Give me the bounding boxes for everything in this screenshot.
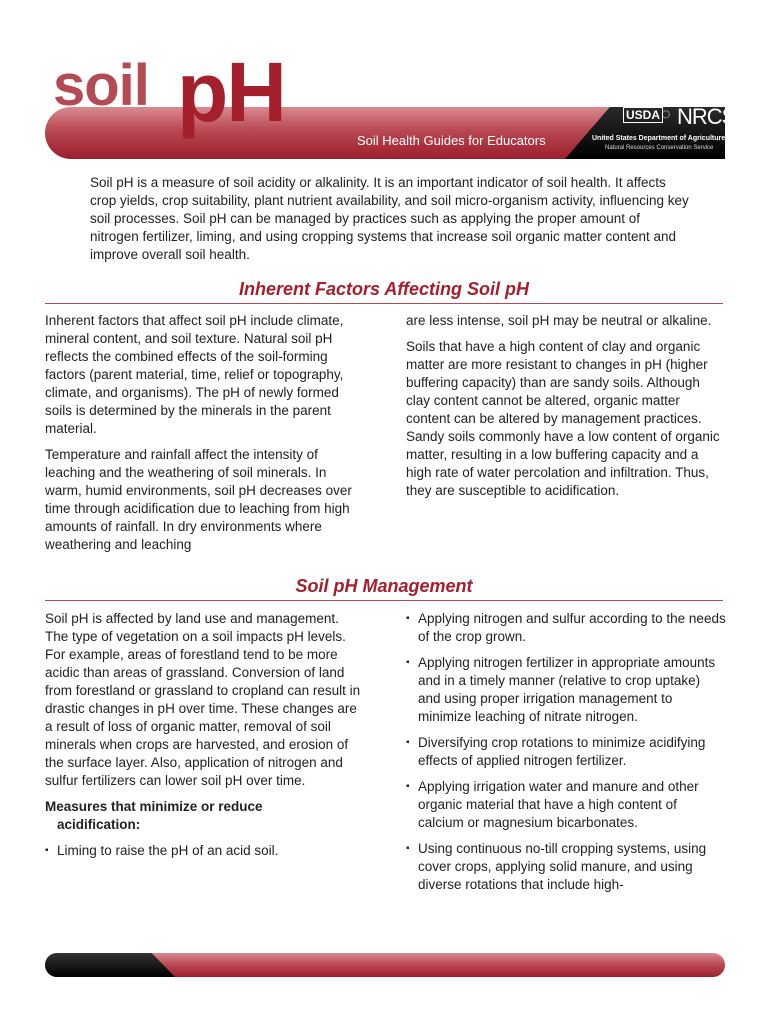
section-heading-inherent: Inherent Factors Affecting Soil pH [238, 279, 530, 299]
section-rule-management [45, 600, 723, 601]
section-heading-management: Soil pH Management [295, 576, 473, 596]
inherent-right-column [406, 312, 726, 508]
list-item: ▪ Applying irrigation water and manure and other organic material that have a high content of calcium or magnesium bicarbonates. [406, 778, 726, 832]
paragraph: Soils that have a high content of clay and organic matter are more resistant to changes in pH (higher buffering capacity) than are sandy soils. Although clay content cannot be altered, organic matter content can be altered by management practices. Sandy soils commonly have a low content of organic matter, resulting in a low buffering capacity and a high rate of water percolation and infiltration. Thus, they are susceptible to acidification. [406, 339, 720, 498]
measures-heading-line1: Measures that minimize or reduce [45, 799, 263, 814]
measures-heading-line2: acidification: [57, 817, 141, 832]
paragraph: Inherent factors that affect soil pH include climate, mineral content, and soil texture. Natural soil pH reflects the combined effects of the soil-forming factors (parent material, time, relief or topography, climate, and organisms). The pH of newly formed soils is determined by the minerals in the parent material. [45, 313, 344, 436]
nrcs-swoosh-icon: ◌ [661, 106, 671, 123]
paragraph: Temperature and rainfall affect the intensity of leaching and the weathering of soil minerals. In warm, humid environments, soil pH decreases over time through acidification due to leaching from high amounts of rainfall. In dry environments where weathering and leaching [45, 447, 352, 552]
measures-list-right [406, 610, 726, 894]
measures-list-left [45, 842, 363, 860]
measures-heading [45, 798, 363, 834]
section-rule-inherent [45, 303, 723, 304]
nrcs-logo: NRCS [677, 104, 736, 129]
list-item: ▪ Using continuous no-till cropping systems, using cover crops, applying solid manure, and using diverse rotations that include high- [406, 840, 726, 894]
header-subtitle: Soil Health Guides for Educators [357, 133, 546, 148]
usda-logo: USDA [623, 107, 663, 123]
list-item: ▪ Liming to raise the pH of an acid soil. [45, 842, 363, 860]
paragraph: Soil pH is affected by land use and management. The type of vegetation on a soil impacts pH levels. For example, areas of forestland tend to be more acidic than areas of grassland. Conversion of land from forestland or grassland to cropland can result in drastic changes in pH over time. These changes are a result of loss of organic matter, removal of soil minerals when crops are harvested, and erosion of the surface layer. Also, application of nitrogen and sulfur fertilizers can lower soil pH over time. [45, 611, 361, 788]
agency-service: Natural Resources Conservation Service [605, 145, 714, 151]
title-soil: soil [53, 53, 149, 118]
list-item: ▪ Applying nitrogen and sulfur according to the needs of the crop grown. [406, 610, 726, 646]
list-item: ▪ Applying nitrogen fertilizer in appropriate amounts and in a timely manner (relative to crop uptake) and using proper irrigation management to minimize leaching of nitrate nitrogen. [406, 654, 726, 726]
paragraph: are less intense, soil pH may be neutral or alkaline. [406, 313, 712, 328]
title-ph: pH [177, 45, 285, 139]
list-item: ▪ Diversifying crop rotations to minimize acidifying effects of applied nitrogen fertilizer. [406, 734, 726, 770]
management-left-column [45, 610, 363, 868]
agency-name: United States Department of Agriculture [592, 135, 726, 142]
header [45, 45, 736, 159]
management-right-column [406, 610, 726, 902]
intro-paragraph: Soil pH is a measure of soil acidity or alkalinity. It is an important indicator of soil health. It affects crop yields, crop suitability, plant nutrient availability, and soil micro-organism activity, influencing key soil processes. Soil pH can be managed by practices such as applying the proper amount of nitrogen fertilizer, liming, and using cropping systems that increase soil organic matter content and improve overall soil health. [90, 175, 689, 262]
inherent-left-column [45, 312, 363, 562]
